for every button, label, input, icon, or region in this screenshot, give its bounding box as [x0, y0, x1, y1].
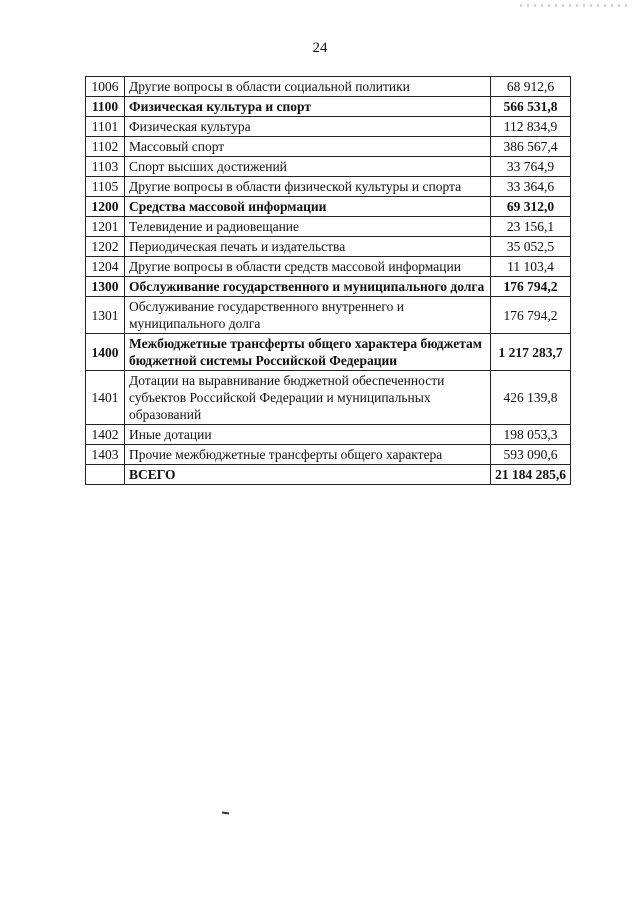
row-code: 1301: [86, 297, 125, 334]
row-code: 1300: [86, 277, 125, 297]
table-row: [86, 157, 571, 177]
row-name: Другие вопросы в области социальной политики: [125, 77, 491, 97]
table-row: [86, 77, 571, 97]
budget-table: [85, 76, 571, 485]
row-name: Физическая культура: [125, 117, 491, 137]
row-name: Физическая культура и спорт: [125, 97, 491, 117]
row-amount: 69 312,0: [491, 197, 571, 217]
row-code: 1101: [86, 117, 125, 137]
row-amount: 68 912,6: [491, 77, 571, 97]
table-row: [86, 445, 571, 465]
row-name: Обслуживание государственного и муниципального долга: [125, 277, 491, 297]
row-name: Другие вопросы в области средств массовой информации: [125, 257, 491, 277]
row-name: Спорт высших достижений: [125, 157, 491, 177]
row-amount: 176 794,2: [491, 297, 571, 334]
row-name: Прочие межбюджетные трансферты общего характера: [125, 445, 491, 465]
row-code: 1204: [86, 257, 125, 277]
row-name: Дотации на выравнивание бюджетной обеспеченности субъектов Российской Федерации и муниципальных образований: [125, 371, 491, 425]
row-code: 1105: [86, 177, 125, 197]
table-row: [86, 217, 571, 237]
row-name: Обслуживание государственного внутреннего и муниципального долга: [125, 297, 491, 334]
row-code: 1403: [86, 445, 125, 465]
row-name: Телевидение и радиовещание: [125, 217, 491, 237]
table-row: [86, 465, 571, 485]
row-code: 1400: [86, 334, 125, 371]
table-row: [86, 177, 571, 197]
table-row: [86, 334, 571, 371]
row-amount: 11 103,4: [491, 257, 571, 277]
row-name: Межбюджетные трансферты общего характера бюджетам бюджетной системы Российской Федерации: [125, 334, 491, 371]
row-code: [86, 465, 125, 485]
budget-table-body: [86, 77, 571, 485]
table-row: [86, 97, 571, 117]
table-row: [86, 237, 571, 257]
table-row: [86, 371, 571, 425]
table-row: [86, 277, 571, 297]
table-row: [86, 425, 571, 445]
row-code: 1202: [86, 237, 125, 257]
row-amount: 593 090,6: [491, 445, 571, 465]
row-name: Другие вопросы в области физической культуры и спорта: [125, 177, 491, 197]
row-amount: 112 834,9: [491, 117, 571, 137]
row-code: 1100: [86, 97, 125, 117]
row-amount: 21 184 285,6: [491, 465, 571, 485]
table-row: [86, 257, 571, 277]
row-amount: 33 764,9: [491, 157, 571, 177]
table-row: [86, 137, 571, 157]
row-code: 1006: [86, 77, 125, 97]
row-name: Периодическая печать и издательства: [125, 237, 491, 257]
row-amount: 23 156,1: [491, 217, 571, 237]
row-amount: 198 053,3: [491, 425, 571, 445]
row-name: Средства массовой информации: [125, 197, 491, 217]
row-code: 1103: [86, 157, 125, 177]
row-code: 1401: [86, 371, 125, 425]
row-name: ВСЕГО: [125, 465, 491, 485]
row-code: 1102: [86, 137, 125, 157]
row-amount: 1 217 283,7: [491, 334, 571, 371]
row-amount: 386 567,4: [491, 137, 571, 157]
row-amount: 35 052,5: [491, 237, 571, 257]
row-amount: 33 364,6: [491, 177, 571, 197]
row-code: 1200: [86, 197, 125, 217]
scan-mark: [222, 812, 229, 815]
row-amount: 566 531,8: [491, 97, 571, 117]
scan-noise: [520, 4, 630, 7]
row-code: 1201: [86, 217, 125, 237]
row-name: Массовый спорт: [125, 137, 491, 157]
row-amount: 426 139,8: [491, 371, 571, 425]
row-code: 1402: [86, 425, 125, 445]
row-amount: 176 794,2: [491, 277, 571, 297]
table-row: [86, 197, 571, 217]
row-name: Иные дотации: [125, 425, 491, 445]
table-row: [86, 117, 571, 137]
page-number: 24: [312, 40, 328, 56]
table-row: [86, 297, 571, 334]
